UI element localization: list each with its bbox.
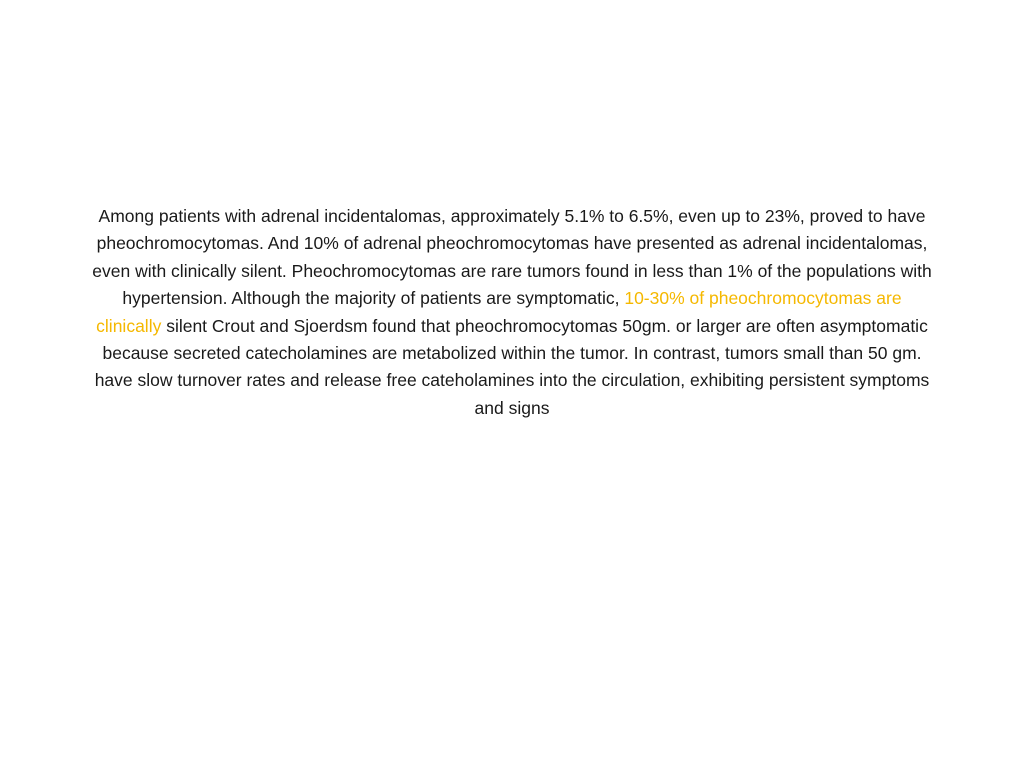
body-text-part-2: silent Crout and Sjoerdsm found that pheochromocytomas 50gm. or larger are often asymptomatic because secreted catecholamines are metabolized within the tumor. In contrast, tumors small than 50 gm. have slow turnover rates and release free cateholamines into the circulation, exhibiting persistent symptoms and signs [94,315,930,418]
highlighted-text: 10-30% of pheochromocytomas are clinically [96,288,902,336]
body-text-part-1: Among patients with adrenal incidentalomas, approximately 5.1% to 6.5%, even up to 23%, proved to have pheochromocytomas. And 10% of adrenal pheochromocytomas have presented as adrenal incidentalomas, even with clinically silent. Pheochromocytomas are rare tumors found in less than 1% of the populations with hypertension. Although the majority of patients are symptomatic, [92,206,932,309]
body-text [88,203,936,422]
